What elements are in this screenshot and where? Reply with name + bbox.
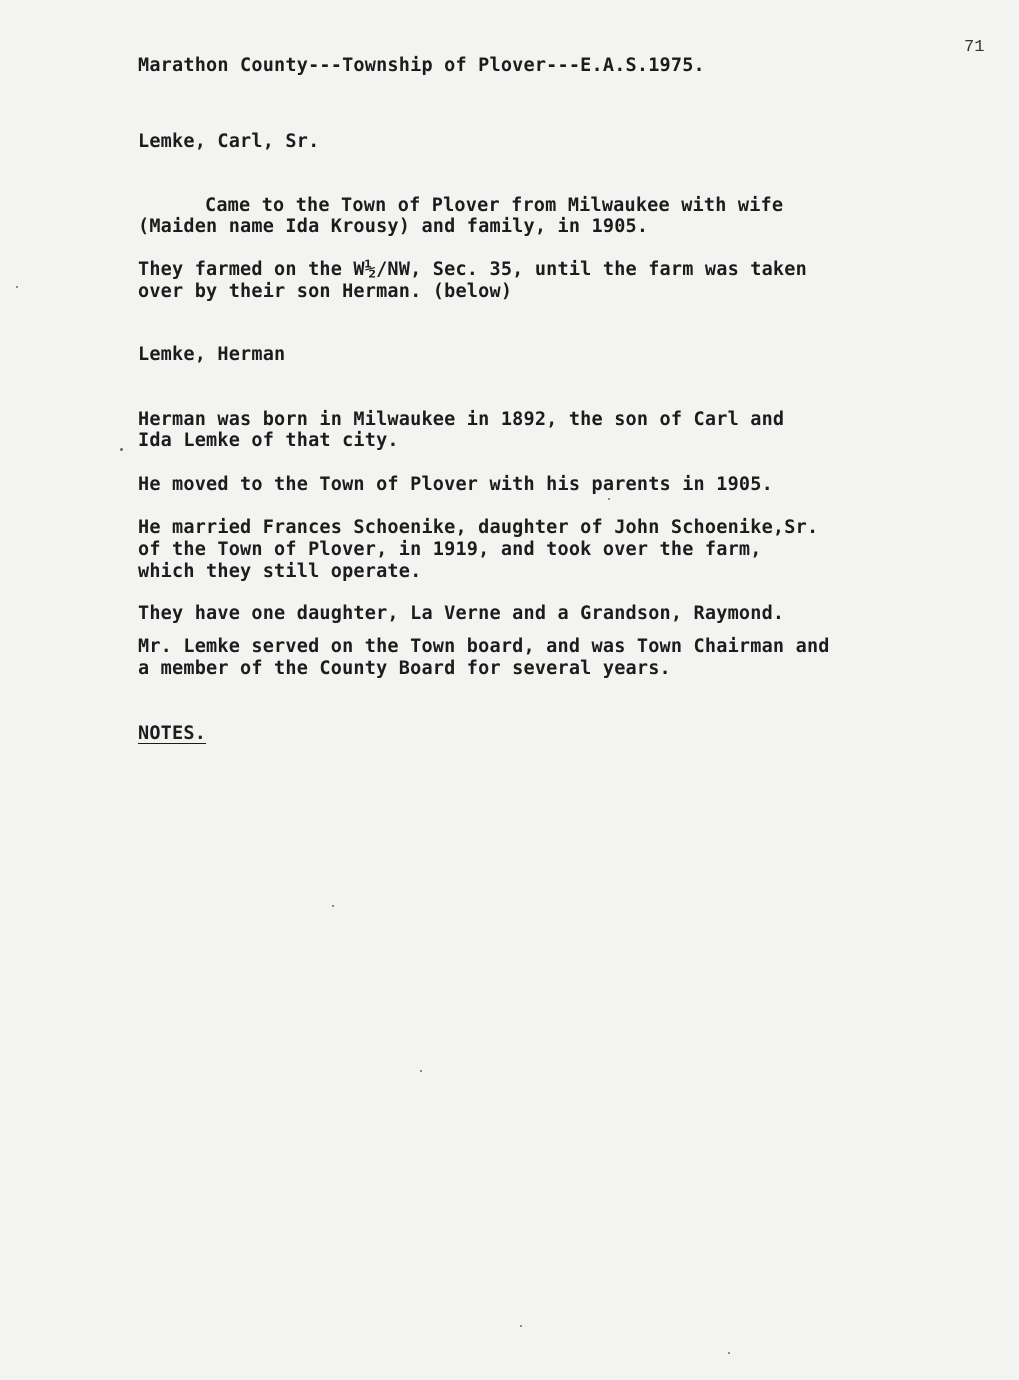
paragraph-line: He married Frances Schoenike, daughter of John Schoenike,Sr. — [138, 517, 819, 538]
paper-speck — [728, 1352, 730, 1354]
page-number: 71 — [964, 38, 985, 57]
paragraph-line: Mr. Lemke served on the Town board, and was Town Chairman and — [138, 636, 830, 657]
paper-speck — [608, 498, 610, 500]
document-header: Marathon County---Township of Plover---E.A.S.1975. — [138, 55, 705, 76]
paragraph-line: Ida Lemke of that city. — [138, 430, 399, 451]
paragraph-line: (Maiden name Ida Krousy) and family, in 1905. — [138, 216, 649, 237]
notes-heading: NOTES. — [138, 723, 207, 744]
entry-name-herman: Lemke, Herman — [138, 344, 286, 365]
paper-speck — [16, 286, 18, 288]
paragraph-line: They have one daughter, La Verne and a Grandson, Raymond. — [138, 603, 785, 624]
paragraph-line: Came to the Town of Plover from Milwaukee with wife — [205, 195, 784, 216]
paragraph-line: over by their son Herman. (below) — [138, 281, 513, 302]
paragraph-line: He moved to the Town of Plover with his parents in 1905. — [138, 474, 773, 495]
paper-speck — [420, 1070, 422, 1072]
paragraph-line: which they still operate. — [138, 561, 422, 582]
paper-speck — [332, 905, 334, 907]
entry-name-carl: Lemke, Carl, Sr. — [138, 131, 320, 152]
paper-speck — [120, 448, 123, 451]
paper-speck — [520, 1325, 522, 1327]
paragraph-line: Herman was born in Milwaukee in 1892, the son of Carl and — [138, 409, 785, 430]
paragraph-line: They farmed on the W½/NW, Sec. 35, until the farm was taken — [138, 259, 807, 280]
paragraph-line: a member of the County Board for several years. — [138, 658, 671, 679]
paragraph-line: of the Town of Plover, in 1919, and took over the farm, — [138, 539, 762, 560]
